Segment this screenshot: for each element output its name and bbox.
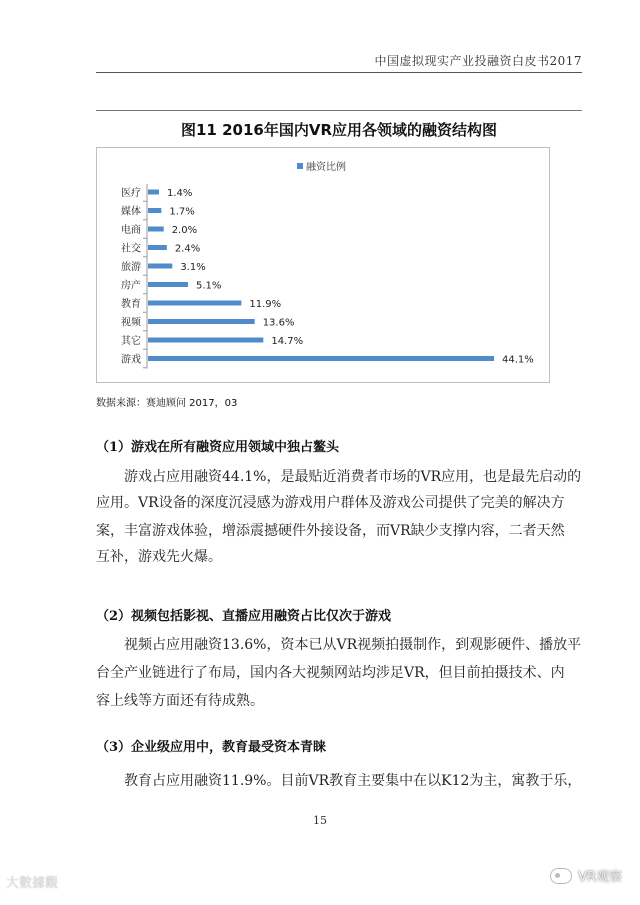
paragraph-line: 台全产业链进行了布局，国内各大视频网站均涉足VR，但目前拍摄技术、内 (96, 665, 565, 681)
value-label: 44.1% (502, 354, 534, 366)
value-label: 1.4% (166, 188, 193, 199)
category-label: 其它 (121, 336, 141, 347)
category-label: 医疗 (121, 188, 141, 199)
bar-视频 (148, 319, 255, 324)
bar-游戏 (148, 356, 494, 361)
data-source: 数据来源：赛迪顾问 2017，03 (96, 398, 238, 409)
value-label: 2.4% (174, 243, 201, 255)
category-label: 社交 (121, 243, 141, 255)
bar-教育 (148, 301, 241, 306)
value-label: 11.9% (249, 299, 282, 310)
page-number: 15 (313, 814, 327, 827)
category-label: 视频 (121, 317, 141, 329)
section-heading-1: （1）游戏在所有融资应用领域中独占鳌头 (96, 440, 340, 455)
value-label: 3.1% (180, 262, 206, 273)
paragraph-line: 容上线等方面还有待成熟。 (96, 693, 264, 709)
header-rule (96, 72, 582, 73)
bar-媒体 (148, 208, 161, 213)
value-label: 5.1% (196, 280, 222, 292)
chart-title: 图11 2016年国内VR应用各领域的融资结构图 (180, 121, 497, 139)
category-label: 游戏 (121, 354, 141, 366)
legend-label: 融资比例 (306, 162, 346, 173)
paragraph-line: 视频占应用融资13.6%，资本已从VR视频拍摄制作，到观影硬件、播放平 (124, 637, 582, 653)
category-label: 旅游 (121, 262, 141, 273)
bar-医疗 (148, 190, 159, 195)
running-header: 中国虚拟现实产业投融资白皮书2017 (374, 54, 582, 68)
watermark-left: 大數據觀 (6, 876, 59, 891)
bar-旅游 (148, 264, 172, 269)
bar-房产 (148, 282, 188, 287)
bar-chart (97, 148, 549, 382)
section-heading-3: （3）企业级应用中，教育最受资本青睐 (96, 740, 327, 755)
watermark-right (550, 866, 622, 885)
section-heading-2: （2）视频包括影视、直播应用融资占比仅次于游戏 (96, 609, 392, 624)
category-label: 媒体 (121, 206, 141, 218)
legend-swatch (297, 163, 303, 169)
wechat-logo-icon (550, 868, 572, 884)
bar-社交 (148, 245, 167, 250)
paragraph-line: 互补，游戏先火爆。 (96, 549, 222, 565)
paragraph-line: 教育占应用融资11.9%。目前VR教育主要集中在以K12为主，寓教于乐， (124, 773, 582, 789)
chart-frame (96, 147, 550, 383)
category-label: 房产 (121, 280, 141, 292)
chart-top-rule (96, 110, 582, 111)
paragraph-line: 游戏占应用融资44.1%，是最贴近消费者市场的VR应用，也是最先启动的 (124, 469, 582, 485)
value-label: 1.7% (169, 206, 195, 218)
value-label: 2.0% (171, 225, 198, 236)
value-label: 14.7% (271, 336, 304, 347)
bar-电商 (148, 227, 164, 232)
watermark-right-label: VR观察 (578, 870, 622, 885)
paragraph-line: 案，丰富游戏体验，增添震撼硬件外接设备，而VR缺少支撑内容，二者天然 (96, 523, 565, 539)
bar-其它 (148, 338, 263, 343)
value-label: 13.6% (262, 317, 295, 329)
category-label: 电商 (121, 225, 141, 236)
category-label: 教育 (121, 299, 141, 310)
paragraph-line: 应用。VR设备的深度沉浸感为游戏用户群体及游戏公司提供了完美的解决方 (96, 495, 565, 511)
